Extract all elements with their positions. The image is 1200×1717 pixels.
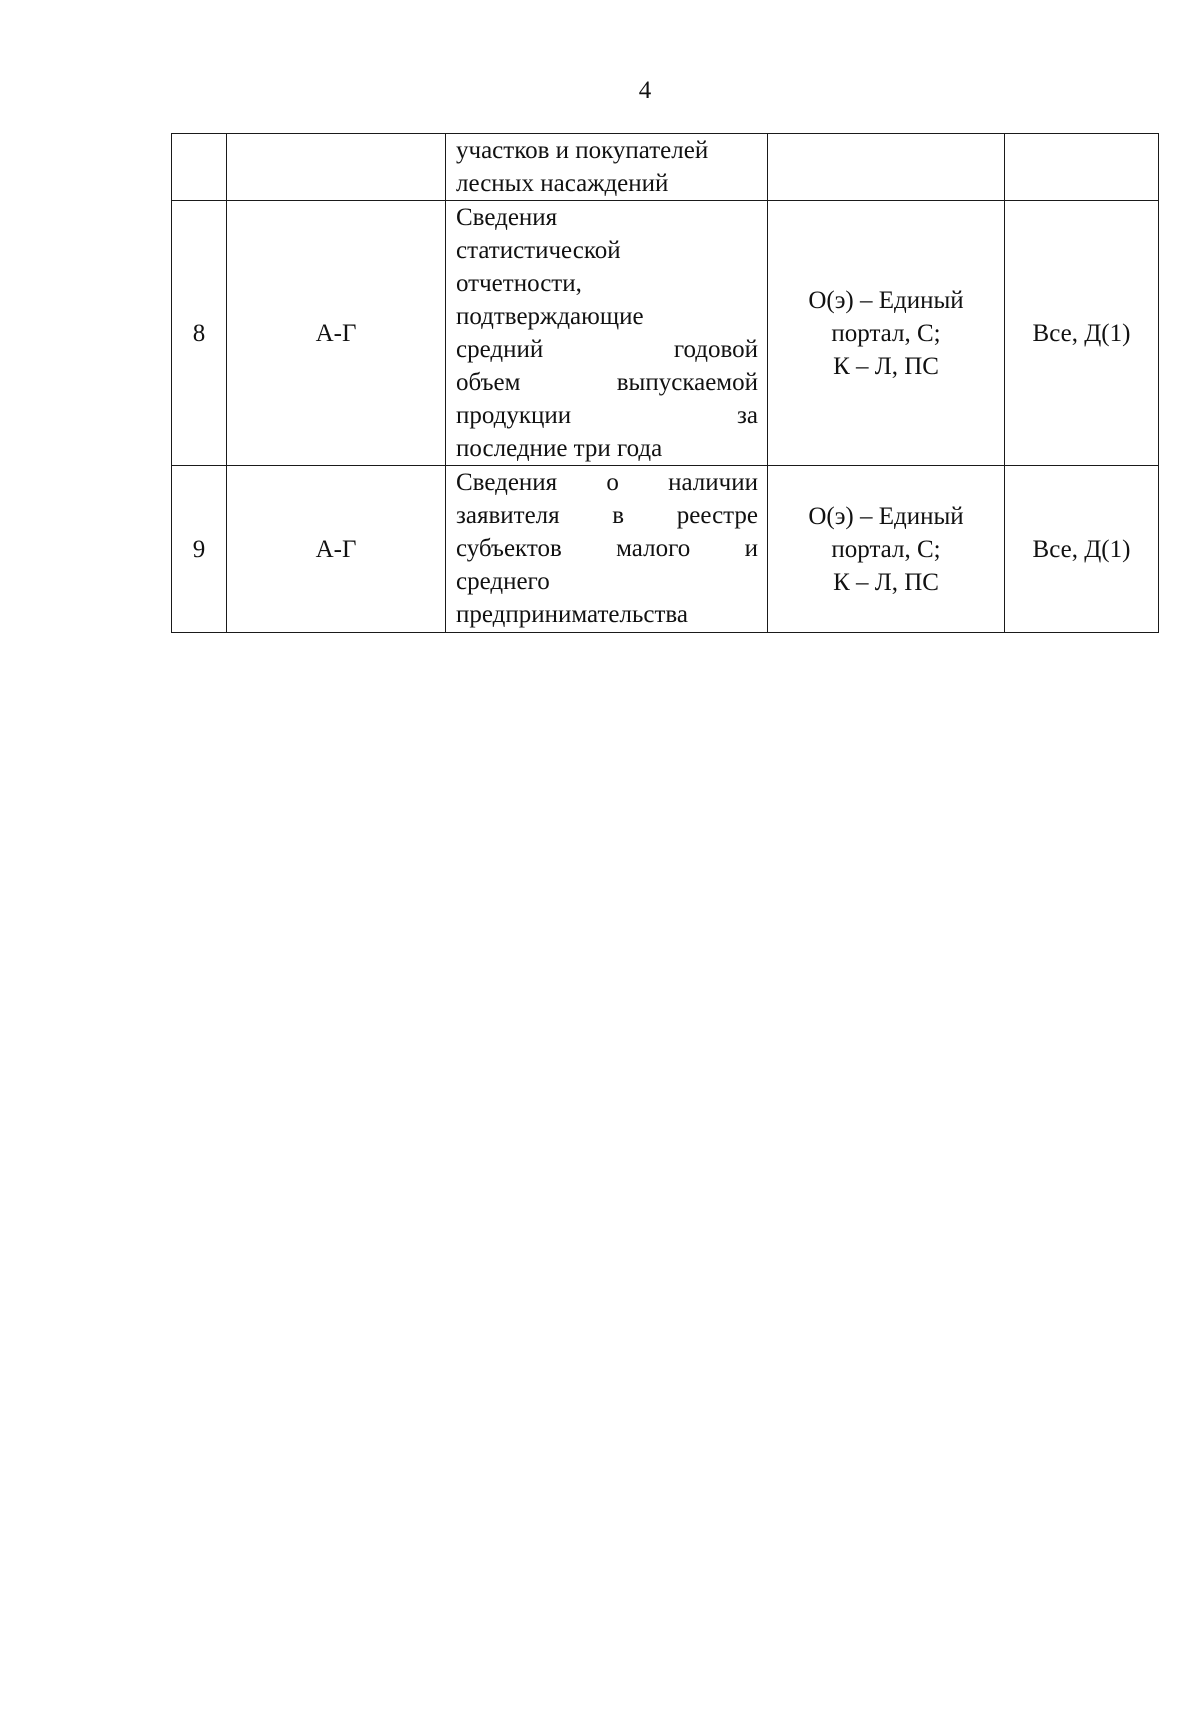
description-line: продукции за xyxy=(456,402,758,429)
description-line: субъектов малого и xyxy=(456,535,758,562)
method-cell xyxy=(768,134,1005,201)
method-cell xyxy=(768,201,1005,466)
row-number-cell xyxy=(172,134,227,201)
scope-cell: Все, Д(1) xyxy=(1005,201,1159,466)
description-line: статистической xyxy=(456,237,621,264)
description-cell xyxy=(446,134,768,201)
description-line: Сведения о наличии xyxy=(456,469,758,496)
table-row xyxy=(172,201,1159,466)
scope-cell: Все, Д(1) xyxy=(1005,466,1159,633)
method-line: О(э) – Единый xyxy=(808,502,964,530)
description-line: Сведения xyxy=(456,204,558,231)
description-line: заявителя в реестре xyxy=(456,502,758,529)
description-line: лесных насаждений xyxy=(456,170,669,197)
table-row xyxy=(172,134,1159,201)
document-table xyxy=(171,133,1159,633)
page-number: 4 xyxy=(638,77,652,104)
description-line: последние три года xyxy=(456,435,663,462)
description-cell xyxy=(446,201,768,466)
method-line: портал, С; xyxy=(831,319,941,347)
row-number-cell: 9 xyxy=(172,466,227,633)
description-line: отчетности, xyxy=(456,270,582,297)
method-cell xyxy=(768,466,1005,633)
row-number-cell: 8 xyxy=(172,201,227,466)
category-cell: А-Г xyxy=(227,201,446,466)
scope-cell xyxy=(1005,134,1159,201)
description-line: предпринимательства xyxy=(456,601,688,628)
description-line: участков и покупателей xyxy=(456,137,709,164)
method-line: К – Л, ПС xyxy=(833,352,939,380)
method-line: портал, С; xyxy=(831,535,941,563)
category-cell xyxy=(227,134,446,201)
description-cell xyxy=(446,466,768,633)
description-line: объем выпускаемой xyxy=(456,369,758,396)
category-cell: А-Г xyxy=(227,466,446,633)
table-row xyxy=(172,466,1159,633)
method-line: О(э) – Единый xyxy=(808,286,964,314)
description-line: среднего xyxy=(456,568,550,595)
method-line: К – Л, ПС xyxy=(833,568,939,596)
description-line: средний годовой xyxy=(456,336,758,363)
description-line: подтверждающие xyxy=(456,303,644,330)
